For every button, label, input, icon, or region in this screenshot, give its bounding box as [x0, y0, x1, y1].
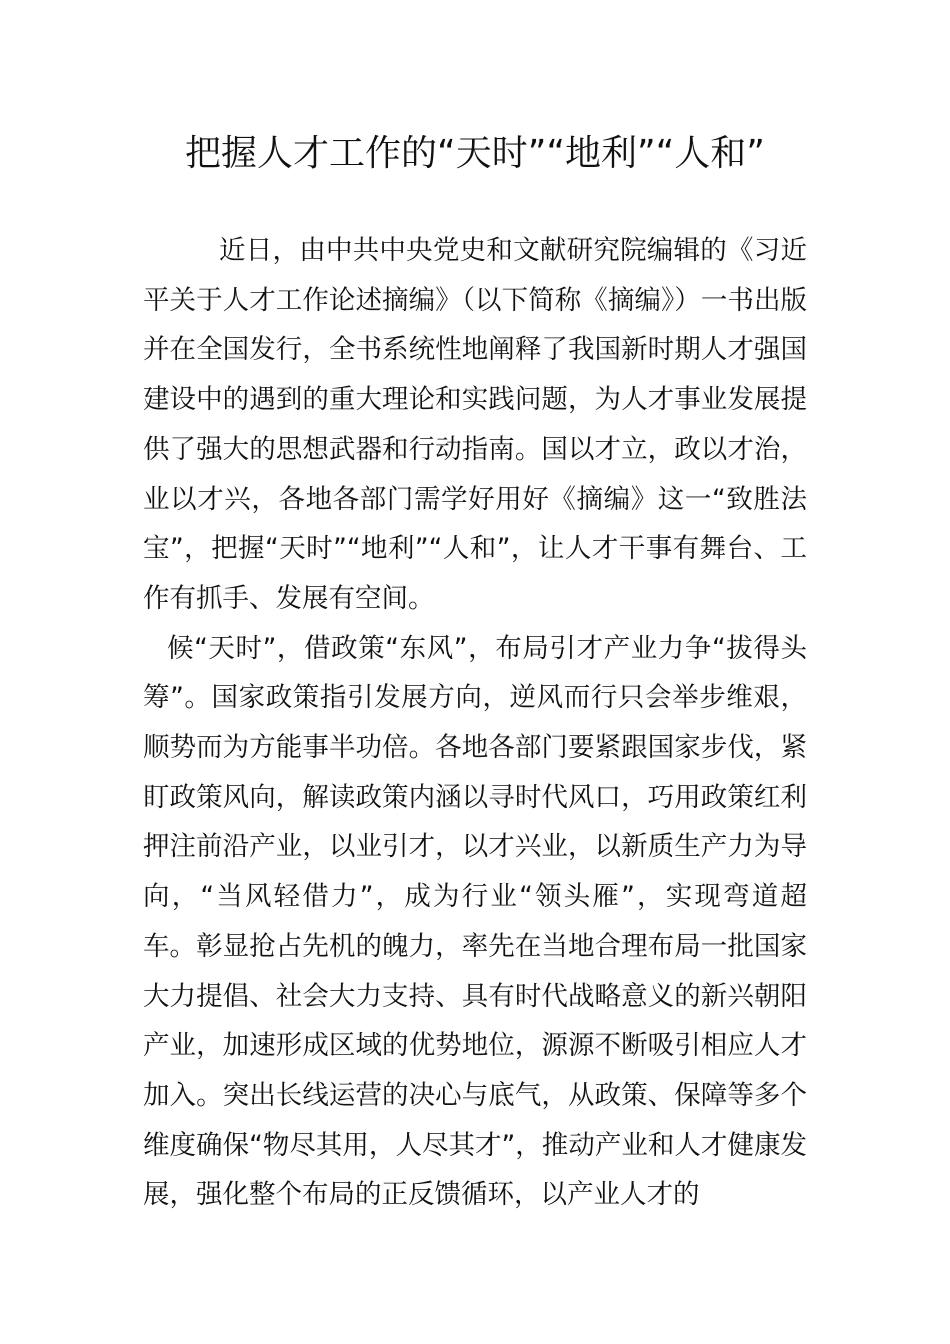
paragraph-1: 近日，由中共中央党史和文献研究院编辑的《习近平关于人才工作论述摘编》（以下简称《摘编》）一书出版并在全国发行，全书系统性地阐释了我国新时期人才强国建设中的遇到的重大理论和实践问题，为人才事业发展提供了强大的思想武器和行动指南。国以才立，政以才治，业以才兴，各地各部门需学好用好《摘编》这一“致胜法宝”，把握“天时”“地利”“人和”，让人才干事有舞台、工作有抓手、发展有空间。 [143, 235, 807, 614]
document-body [143, 226, 807, 1220]
paragraph-2: 候“天时”，借政策“东风”，布局引才产业力争“拔得头筹”。国家政策指引发展方向，逆风而行只会举步维艰，顺势而为方能事半功倍。各地各部门要紧跟国家步伐，紧盯政策风向，解读政策内涵以寻时代风口，巧用政策红利押注前沿产业，以业引才，以才兴业，以新质生产力为导向，“当风轻借力”，成为行业“领头雁”，实现弯道超车。彰显抢占先机的魄力，率先在当地合理布局一批国家大力提倡、社会大力支持、具有时代战略意义的新兴朝阳产业，加速形成区域的优势地位，源源不断吸引相应人才加入。突出长线运营的决心与底气，从政策、保障等多个维度确保“物尽其用，人尽其才”，推动产业和人才健康发展，强化整个布局的正反馈循环，以产业人才的 [143, 632, 807, 1211]
document-title: 把握人才工作的“天时”“地利”“人和” [185, 133, 765, 174]
